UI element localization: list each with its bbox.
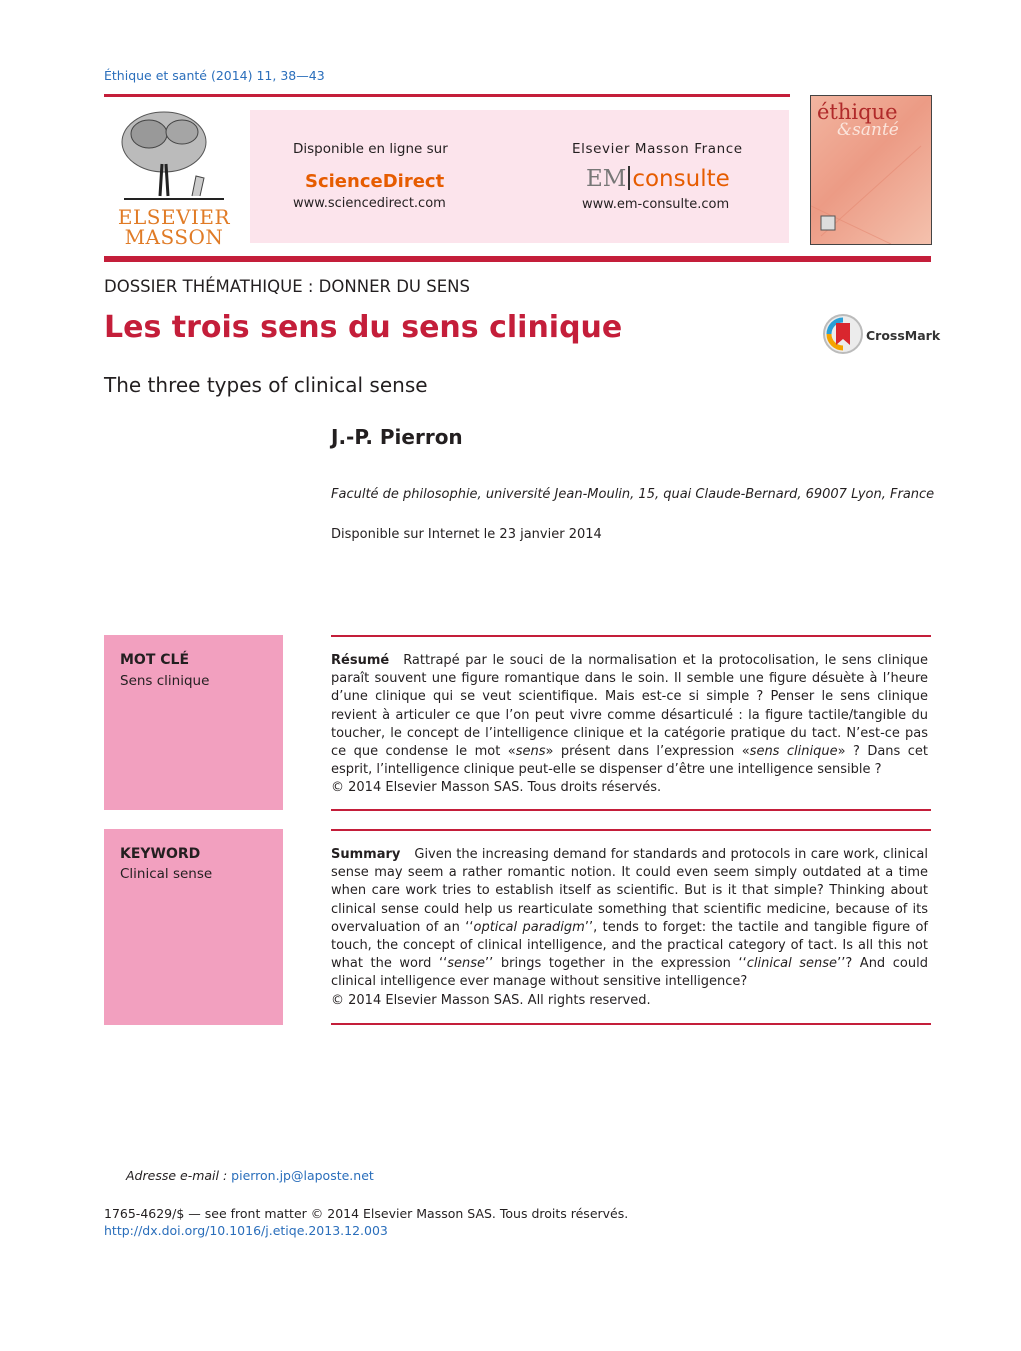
- elsevier-masson-logo: [104, 104, 244, 249]
- summary-italic-2: sense: [447, 956, 485, 972]
- resume-body-2: » présent dans l’expression «: [545, 744, 750, 760]
- header-rule: [104, 94, 790, 97]
- summary-rule-bottom: [331, 1023, 931, 1025]
- sciencedirect-logo[interactable]: ScienceDirect: [305, 171, 445, 192]
- cover-title: éthique: [817, 100, 898, 124]
- article-title: Les trois sens du sens clinique: [104, 310, 623, 345]
- resume-rule-bottom: [331, 809, 931, 811]
- summary-copyright: © 2014 Elsevier Masson SAS. All rights reserved.: [331, 992, 651, 1008]
- masson-wordmark: MASSON: [124, 225, 224, 249]
- summary-body-3: ’’ brings together in the expression ‘‘: [485, 956, 747, 972]
- emconsulte-link[interactable]: www.em-consulte.com: [582, 197, 730, 212]
- crossmark-label: CrossMark: [866, 328, 941, 343]
- resume-italic-1: sens: [515, 744, 546, 760]
- sciencedirect-link[interactable]: www.sciencedirect.com: [293, 196, 446, 211]
- availability-banner: [250, 110, 789, 243]
- resume-text: [331, 652, 928, 798]
- emconsulte-logo[interactable]: [586, 166, 730, 192]
- crossmark-badge[interactable]: [822, 313, 941, 357]
- summary-text: [331, 846, 928, 1010]
- summary-body-4: ’’? And could clinical intelligence ever manage without sensitive intelligence?: [331, 956, 928, 990]
- journal-cover: [810, 95, 932, 245]
- available-date: Disponible sur Internet le 23 janvier 2014: [331, 527, 602, 542]
- elsevier-wordmark: ELSEVIER: [117, 205, 231, 229]
- summary-body-1: Given the increasing demand for standards and protocols in care work, clinical sense may seem a rather romantic notion. It could even seem simply outdated at a time when care work tries to establish itself as scientific. But is it that simple? Thinking about clinical sense could help us rearticulate something that scientific medicine, because of its overvaluation of an ‘‘: [331, 847, 928, 935]
- doi-link[interactable]: http://dx.doi.org/10.1016/j.etiqe.2013.12.003: [104, 1223, 388, 1238]
- author-name: J.-P. Pierron: [331, 425, 463, 449]
- author-affiliation: Faculté de philosophie, université Jean-Moulin, 15, quai Claude-Bernard, 69007 Lyon, France: [331, 487, 935, 502]
- article-subtitle: The three types of clinical sense: [104, 373, 428, 397]
- emconsulte-em: EM: [586, 166, 627, 192]
- resume-italic-2: sens clinique: [749, 744, 838, 760]
- summary-italic-3: clinical sense: [746, 956, 838, 972]
- available-online-label: Disponible en ligne sur: [293, 141, 448, 157]
- resume-rule-top: [331, 635, 931, 637]
- resume-copyright: © 2014 Elsevier Masson SAS. Tous droits réservés.: [331, 780, 662, 796]
- keyword-heading-fr: MOT CLÉ: [120, 652, 190, 668]
- keyword-box-fr: [104, 635, 283, 810]
- keyword-value-fr: Sens clinique: [120, 673, 210, 689]
- elsevier-tree-icon: [104, 104, 244, 204]
- journal-reference[interactable]: Éthique et santé (2014) 11, 38—43: [104, 68, 325, 83]
- email-line: [126, 1168, 374, 1183]
- email-label: Adresse e-mail :: [126, 1168, 228, 1183]
- dossier-heading: DOSSIER THÉMATHIQUE : DONNER DU SENS: [104, 277, 470, 296]
- keyword-value-en: Clinical sense: [120, 866, 213, 882]
- issn-line: 1765-4629/$ — see front matter © 2014 Elsevier Masson SAS. Tous droits réservés.: [104, 1206, 629, 1221]
- title-rule: [104, 256, 931, 262]
- keyword-box-en: [104, 829, 283, 1025]
- keyword-heading-en: KEYWORD: [120, 846, 201, 862]
- summary-rule-top: [331, 829, 931, 831]
- resume-body-3: » ? Dans cet esprit, l’intelligence clinique peut-elle se dispenser d’être une intelligence sensible ?: [331, 744, 929, 778]
- resume-label: Résumé: [331, 653, 390, 668]
- summary-italic-1: optical paradigm: [473, 919, 585, 935]
- crossmark-icon: [822, 313, 864, 355]
- summary-label: Summary: [331, 847, 401, 862]
- email-link[interactable]: pierron.jp@laposte.net: [231, 1168, 374, 1183]
- summary-body-2: ’’, tends to forget: the tactile and tangible figure of touch, the concept of clinical intelligence, and the practical category of tact. Is all this not what the word ‘‘: [331, 919, 928, 972]
- cover-publisher-logo: [821, 216, 835, 230]
- resume-body-1: Rattrapé par le souci de la normalisation et la protocolisation, le sens clinique paraît souvent une figure romantique dans le soin. Il semble une figure désuète à l’heure d’une clinique qui se veut scientifique. Mais est-ce si simple ? Penser le sens clinique revient à articuler ce que l’on peut vivre comme désarticulé : la figure tactile/tangible du toucher, le concept de l’intelligence clinique et la catégorie pratique du tact. N’est-ce pas ce que condense le mot «: [331, 653, 928, 760]
- emconsulte-separator: [628, 166, 630, 190]
- cover-subtitle: &santé: [837, 120, 899, 140]
- publisher-name: Elsevier Masson France: [572, 141, 743, 157]
- emconsulte-word: consulte: [632, 166, 730, 192]
- cover-pattern: [811, 96, 931, 244]
